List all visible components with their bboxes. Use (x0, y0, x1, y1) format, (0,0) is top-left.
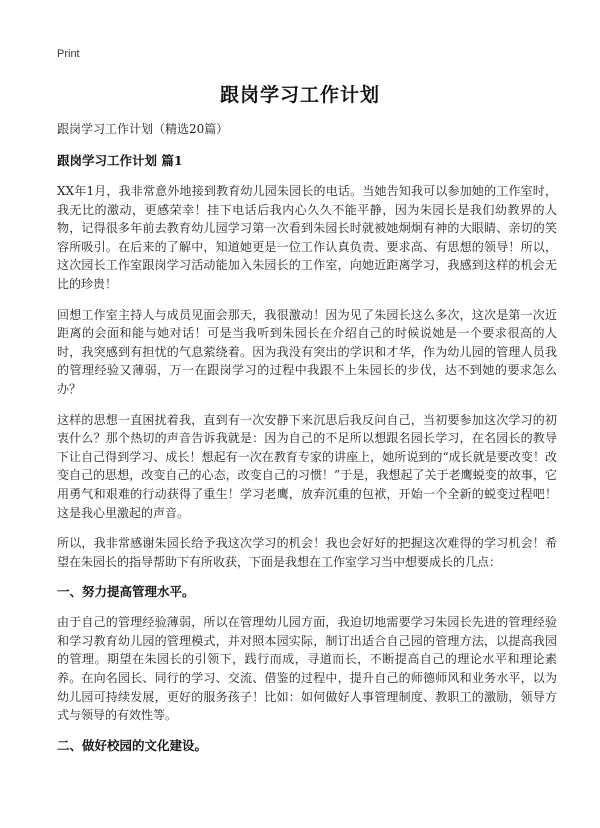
document-subtitle: 跟岗学习工作计划（精选20篇） (57, 122, 229, 136)
paragraph-2: 回想工作室主持人与成员见面会那天，我很激动！因为见了朱园长这么多次，这次是第一次近距离的会面和能与她对话！可是当我听到朱园长在介绍自己的时候说她是一个要求很高的人时，我突感到有担忧的气息萦绕着。因为我没有突出的学识和才华，作为幼儿园的管理人员我的管理经验又薄弱，万一在跟岗学习的过程中我跟不上朱园长的步伐，达不到她的要求怎么办？ (57, 307, 557, 396)
paragraph-1: XX年1月，我非常意外地接到教育幼儿园朱园长的电话。当她告知我可以参加她的工作室时，我无比的激动，更感荣幸！挂下电话后我内心久久不能平静，因为朱园长是我们幼教界的人物，记得很多年前去教育幼儿园学习第一次看到朱园长时就被她炯炯有神的大眼睛、亲切的笑容所吸引。在后来的了解中，知道她更是一位工作认真负责、要求高、有思想的领导！所以，这次园长工作室跟岗学习活动能加入朱园长的工作室，向她近距离学习，我感到这样的机会无比的珍贵！ (57, 184, 557, 291)
section-1-heading: 一、努力提高管理水平。 (57, 584, 195, 600)
paragraph-3: 这样的思想一直困扰着我，直到有一次安静下来沉思后我反问自己，当初要参加这次学习的初衷什么？那个热切的声音告诉我就是：因为自己的不足所以想跟名园长学习，在名园长的教导下让自己得到学习、成长！想起有一次在教育专家的讲座上，她所说到的“成长就是要改变！改变自己的思想，改变自己的心态，改变自己的习惯！”于是，我想起了关于老鹰蜕变的故事，它用勇气和艰难的行动获得了重生！学习老鹰，放弃沉重的包袱，开始一个全新的蜕变过程吧！这是我心里激起的声音。 (57, 412, 557, 520)
article-heading: 跟岗学习工作计划 篇1 (57, 153, 183, 168)
section-1-paragraph: 由于自己的管理经验薄弱，所以在管理幼儿园方面，我迫切地需要学习朱园长先进的管理经验和学习教育幼儿园的管理模式，并对照本园实际，制订出适合自己园的管理方法，以提高我园的管理。期望在朱园长的引领下，践行而成，寻道而长，不断提高自己的理论水平和理论素养。在向名园长、同行的学习、交流、借鉴的过程中，提升自己的师德师风和业务水平，以为幼儿园可持续发展，更好的服务孩子！比如：如何做好人事管理制度、教职工的激励，领导方式与领导的有效性等。 (57, 615, 557, 723)
paragraph-4: 所以，我非常感谢朱园长给予我这次学习的机会！我也会好好的把握这次难得的学习机会！希望在朱园长的指导帮助下有所收获，下面是我想在工作室学习当中想要成长的几点： (57, 536, 557, 569)
print-link[interactable]: Print (57, 48, 80, 60)
document-body (57, 120, 557, 767)
section-2-heading: 二、做好校园的文化建设。 (57, 737, 208, 753)
page-title: 跟岗学习工作计划 (219, 84, 380, 106)
